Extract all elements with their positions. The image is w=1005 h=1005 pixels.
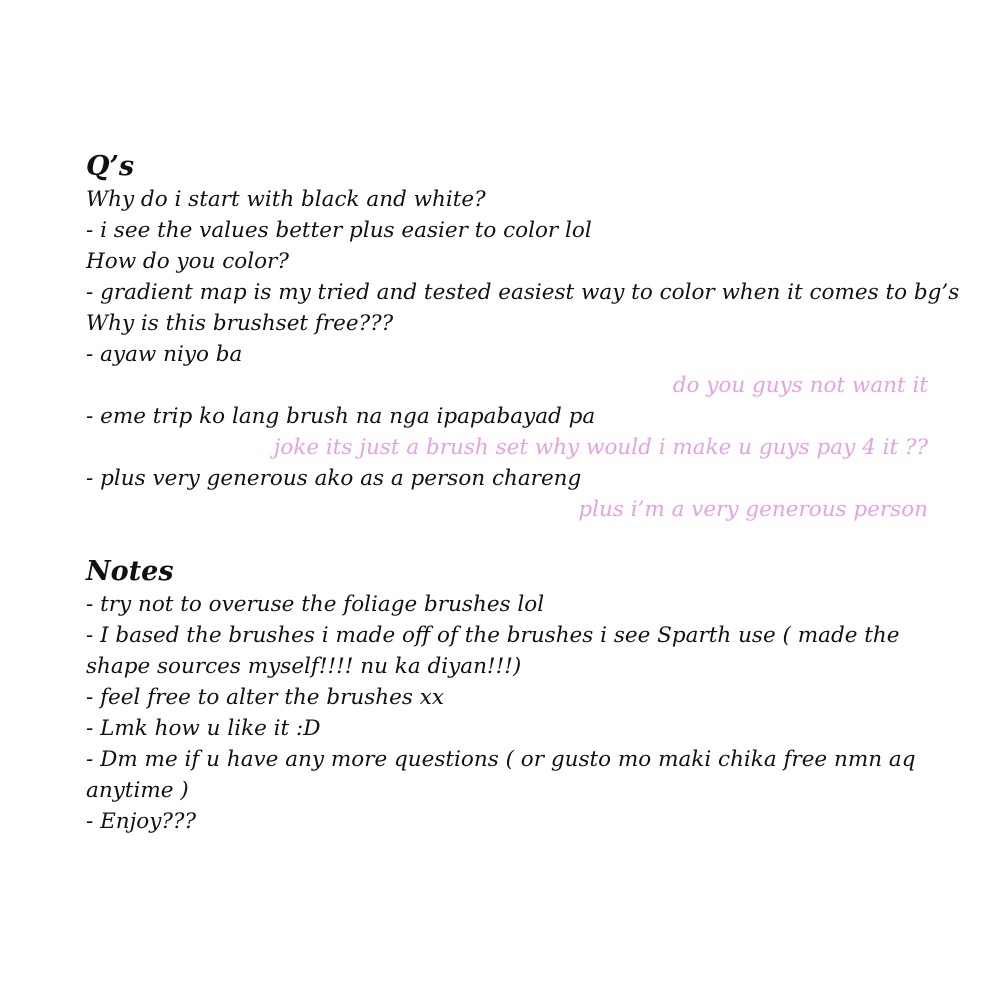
qs-translation-3: plus i’m a very generous person — [578, 497, 928, 522]
qs-translation-1: do you guys not want it — [672, 373, 928, 398]
notes-item-3: - feel free to alter the brushes xx — [86, 685, 444, 710]
notes-item-4: - Lmk how u like it :D — [86, 716, 321, 741]
notes-heading: Notes — [86, 556, 174, 587]
notes-section — [86, 555, 928, 837]
qs-answer-3b: - eme trip ko lang brush na nga ipapabayad pa — [86, 404, 596, 429]
notes-item-1: - try not to overuse the foliage brushes lol — [86, 592, 545, 617]
qs-answer-2: - gradient map is my tried and tested easiest way to color when it comes to bg’s — [86, 280, 960, 305]
qs-section — [86, 150, 960, 525]
notes-item-2: - I based the brushes i made off of the brushes i see Sparth use ( made the shape sources myself!!!! nu ka diyan!!!) — [86, 623, 900, 679]
notes-item-6: - Enjoy??? — [86, 809, 196, 834]
qs-question-3: Why is this brushset free??? — [86, 311, 394, 336]
notes-item-5: - Dm me if u have any more questions ( or gusto mo maki chika free nmn aq anytime ) — [86, 747, 916, 803]
qs-heading: Q’s — [86, 151, 135, 182]
qs-answer-1: - i see the values better plus easier to color lol — [86, 218, 592, 243]
qs-translation-2: joke its just a brush set why would i make u guys pay 4 it ?? — [273, 435, 928, 460]
section-spacer — [86, 525, 928, 555]
qs-question-1: Why do i start with black and white? — [86, 187, 486, 212]
qs-answer-3c: - plus very generous ako as a person chareng — [86, 466, 582, 491]
qs-answer-3a: - ayaw niyo ba — [86, 342, 243, 367]
document-page — [86, 150, 960, 837]
qs-question-2: How do you color? — [86, 249, 289, 274]
